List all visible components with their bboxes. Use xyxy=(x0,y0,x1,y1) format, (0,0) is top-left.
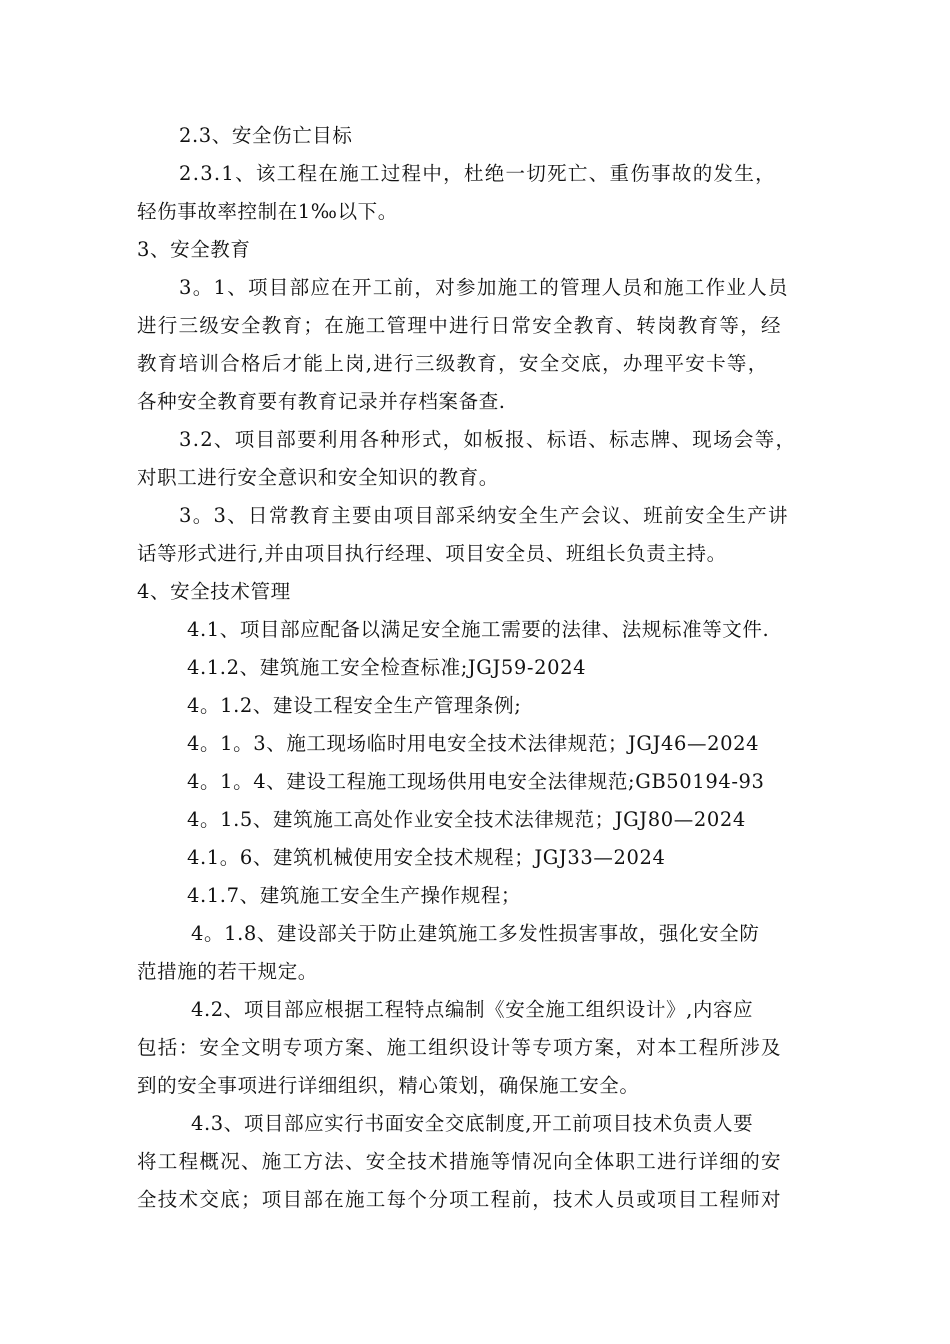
paragraph-line: 进行三级安全教育；在施工管理中进行日常安全教育、转岗教育等，经 xyxy=(137,314,782,337)
heading-3: 3、安全教育 xyxy=(137,238,251,261)
paragraph-line: 3.2、项目部要利用各种形式，如板报、标语、标志牌、现场会等， xyxy=(179,428,797,451)
paragraph-line: 3。3、日常教育主要由项目部采纳安全生产会议、班前安全生产讲 xyxy=(179,504,789,527)
list-item: 4。1。3、施工现场临时用电安全技术法律规范；JGJ46—2024 xyxy=(187,732,760,755)
paragraph-line: 4.3、项目部应实行书面安全交底制度,开工前项目技术负责人要 xyxy=(191,1112,754,1135)
list-item: 4.1.2、建筑施工安全检查标准;JGJ59-2024 xyxy=(187,656,587,679)
paragraph-line: 话等形式进行,并由项目执行经理、项目安全员、班组长负责主持。 xyxy=(137,542,727,565)
list-item: 4。1。4、建设工程施工现场供用电安全法律规范;GB50194-93 xyxy=(187,770,765,793)
list-item: 4。1.2、建设工程安全生产管理条例; xyxy=(187,694,522,717)
list-item: 4。1.5、建筑施工高处作业安全技术法律规范；JGJ80—2024 xyxy=(187,808,746,831)
paragraph-line: 4.1、项目部应配备以满足安全施工需要的法律、法规标准等文件. xyxy=(187,618,770,641)
paragraph-line: 将工程概况、施工方法、安全技术措施等情况向全体职工进行详细的安 xyxy=(137,1150,782,1173)
paragraph-line: 教育培训合格后才能上岗,进行三级教育，安全交底，办理平安卡等， xyxy=(137,352,769,375)
paragraph-line: 到的安全事项进行详细组织，精心策划，确保施工安全。 xyxy=(137,1074,640,1097)
list-item: 4。1.8、建设部关于防止建筑施工多发性损害事故，强化安全防 xyxy=(191,922,760,945)
heading-4: 4、安全技术管理 xyxy=(137,580,291,603)
list-item: 4.1.7、建筑施工安全生产操作规程； xyxy=(187,884,522,907)
paragraph-line: 对职工进行安全意识和安全知识的教育。 xyxy=(137,466,499,489)
heading-2-3: 2.3、安全伤亡目标 xyxy=(179,124,353,147)
paragraph-line: 4.2、项目部应根据工程特点编制《安全施工组织设计》,内容应 xyxy=(191,998,754,1021)
paragraph-line: 全技术交底；项目部在施工每个分项工程前，技术人员或项目工程师对 xyxy=(137,1188,782,1211)
list-item: 4.1。6、建筑机械使用安全技术规程；JGJ33—2024 xyxy=(187,846,666,869)
paragraph-line: 轻伤事故率控制在1‰以下。 xyxy=(137,200,398,223)
paragraph-line: 3。1、项目部应在开工前，对参加施工的管理人员和施工作业人员 xyxy=(179,276,789,299)
list-item-continuation: 范措施的若干规定。 xyxy=(137,960,318,983)
paragraph-line: 各种安全教育要有教育记录并存档案备查. xyxy=(137,390,506,413)
paragraph-line: 包括：安全文明专项方案、施工组织设计等专项方案，对本工程所涉及 xyxy=(137,1036,782,1059)
paragraph-line: 2.3.1、该工程在施工过程中，杜绝一切死亡、重伤事故的发生， xyxy=(179,162,776,185)
